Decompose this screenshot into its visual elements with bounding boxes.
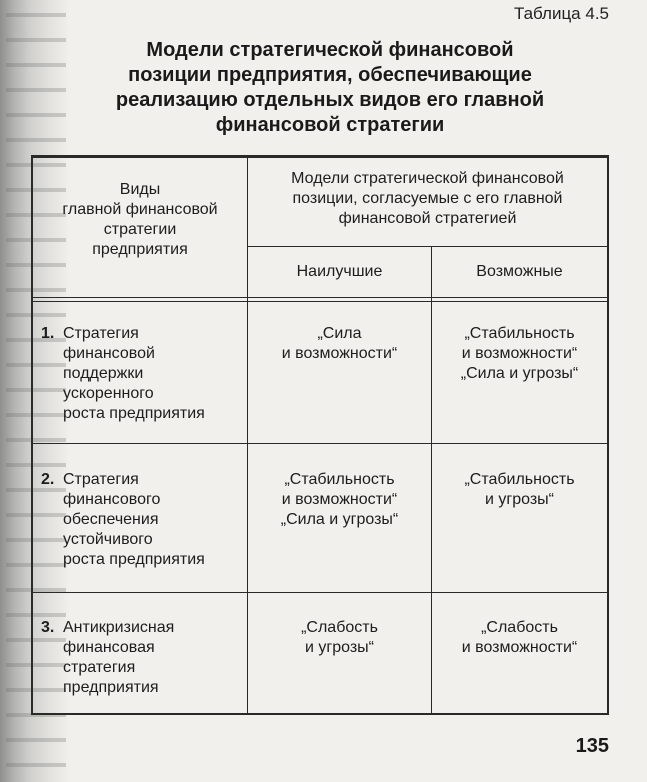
table-row-3-possible	[432, 618, 607, 658]
name-line: роста предприятия	[63, 405, 205, 422]
table-row-2-name	[33, 470, 247, 590]
row-number: 1.	[41, 325, 55, 342]
table-row-3-best	[248, 618, 431, 658]
name-line: финансового	[63, 491, 161, 508]
strategy-name	[63, 324, 243, 424]
value-line: и угрозы“	[305, 639, 374, 656]
title-line: Модели стратегической финансовой	[146, 39, 514, 61]
row-divider	[33, 592, 607, 593]
header-line: финансовой стратегией	[338, 210, 517, 227]
row-divider	[247, 246, 607, 247]
name-line: Антикризисная	[63, 619, 175, 636]
header-line: Виды	[119, 181, 161, 198]
col-header-strategy-types	[33, 180, 247, 260]
strategy-name	[63, 618, 243, 698]
table-row-2-possible	[432, 470, 607, 510]
name-line: Стратегия	[63, 471, 139, 488]
header-line: предприятия	[92, 241, 188, 258]
value-line: „Сила	[317, 325, 362, 342]
value-line: и возможности“	[281, 491, 398, 508]
group-header-positions	[248, 169, 607, 229]
table-row-1-possible	[432, 324, 607, 384]
title-line: позиции предприятия, обеспечивающие	[128, 64, 532, 86]
title-line: финансовой стратегии	[215, 114, 445, 136]
strategy-name	[63, 470, 243, 570]
name-line: стратегия	[63, 659, 136, 676]
sub-header-possible: Возможные	[476, 263, 563, 280]
value-line: и возможности“	[461, 639, 578, 656]
name-line: Стратегия	[63, 325, 139, 342]
value-line: „Сила и угрозы“	[460, 365, 579, 382]
sub-header-best: Наилучшие	[296, 263, 383, 280]
table-row-3-name	[33, 618, 247, 708]
name-line: поддержки	[63, 365, 144, 382]
title-line: реализацию отдельных видов его главной	[115, 89, 545, 111]
header-line: главной финансовой	[62, 201, 218, 218]
table-title	[90, 38, 570, 138]
value-line: „Стабильность	[464, 471, 575, 488]
value-line: „Стабильность	[284, 471, 395, 488]
name-line: финансовой	[63, 345, 155, 362]
value-line: и возможности“	[461, 345, 578, 362]
header-line: стратегии	[103, 221, 177, 238]
name-line: предприятия	[63, 679, 159, 696]
value-line: „Слабость	[301, 619, 378, 636]
header-line: позиции, согласуемые с его главной	[292, 190, 563, 207]
table-row-1-best	[248, 324, 431, 364]
strategy-models-table	[31, 155, 609, 715]
row-number: 2.	[41, 471, 55, 488]
name-line: обеспечения	[63, 511, 159, 528]
page-number: 135	[575, 735, 609, 757]
header-line: Модели стратегической финансовой	[291, 170, 564, 187]
header-double-rule	[33, 297, 607, 302]
value-line: „Стабильность	[464, 325, 575, 342]
table-label: Таблица 4.5	[513, 4, 609, 23]
name-line: финансовая	[63, 639, 155, 656]
name-line: ускоренного	[63, 385, 154, 402]
table-row-1-name	[33, 324, 247, 444]
row-number: 3.	[41, 619, 55, 636]
value-line: „Сила и угрозы“	[280, 511, 399, 528]
value-line: „Слабость	[481, 619, 558, 636]
value-line: и возможности“	[281, 345, 398, 362]
name-line: устойчивого	[63, 531, 153, 548]
value-line: и угрозы“	[485, 491, 554, 508]
name-line: роста предприятия	[63, 551, 205, 568]
table-row-2-best	[248, 470, 431, 530]
